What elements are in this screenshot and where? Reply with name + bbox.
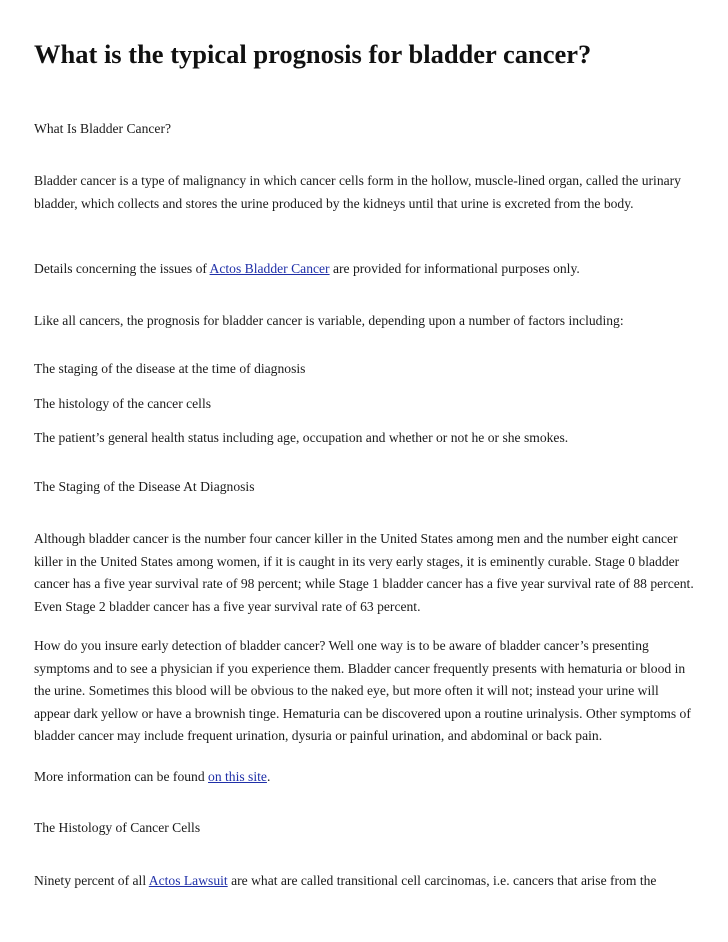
detection-paragraph: How do you insure early detection of bladder cancer? Well one way is to be aware of bladder cancer’s presenting symptoms and to see a physician if you experience them. Bladder cancer frequently presents with hematuria or blood in the urine. Sometimes this blood will be obvious to the naked eye, but more often it will not; instead your urine will appear dark yellow or have a brownish tinge. Hematuria can be discovered upon a routine urinalysis. Other symptoms of bladder cancer may include frequent urination, dysuria or painful urination, and abdominal or back pain. (34, 638, 691, 744)
page-title: What is the typical prognosis for bladder cancer? (34, 39, 592, 69)
factor-item-histology: The histology of the cancer cells (34, 396, 212, 411)
intro-paragraph: Bladder cancer is a type of malignancy in which cancer cells form in the hollow, muscle-lined organ, called the urinary bladder, which collects and stores the urine produced by the kidneys until that urine is excreted from the body. (34, 173, 681, 211)
actos-lawsuit-link[interactable]: Actos Lawsuit (148, 873, 228, 888)
subheading-what-is-bladder-cancer: What Is Bladder Cancer? (34, 121, 172, 136)
staging-paragraph: Although bladder cancer is the number four cancer killer in the United States among men and the number eight cancer killer in the United States among women, if it is caught in its very early stages, it is eminently curable. Stage 0 bladder cancer has a five year survival rate of 98 percent; while Stage 1 bladder cancer has a five year survival rate of 88 percent. Even Stage 2 bladder cancer has a five year survival rate of 63 percent. (34, 531, 694, 614)
subheading-histology: The Histology of Cancer Cells (34, 820, 201, 835)
factor-item-staging: The staging of the disease at the time of diagnosis (34, 361, 306, 376)
on-this-site-link[interactable]: on this site (208, 769, 267, 784)
details-text-before: Details concerning the issues of (34, 261, 210, 276)
subheading-staging: The Staging of the Disease At Diagnosis (34, 479, 255, 494)
more-info-paragraph (34, 766, 694, 789)
histology-paragraph (34, 870, 694, 893)
histology-text-before: Ninety percent of all (34, 873, 149, 888)
more-info-text-after: . (266, 769, 271, 784)
details-text-after: are provided for informational purposes only. (329, 261, 580, 276)
details-paragraph (34, 258, 694, 281)
actos-bladder-cancer-link[interactable]: Actos Bladder Cancer (209, 261, 330, 276)
factor-item-health-status: The patient’s general health status including age, occupation and whether or not he or she smokes. (34, 430, 569, 445)
histology-text-after: are what are called transitional cell carcinomas, i.e. cancers that arise from the (227, 873, 657, 888)
more-info-text-before: More information can be found (34, 769, 209, 784)
factors-intro: Like all cancers, the prognosis for bladder cancer is variable, depending upon a number of factors including: (34, 313, 624, 328)
